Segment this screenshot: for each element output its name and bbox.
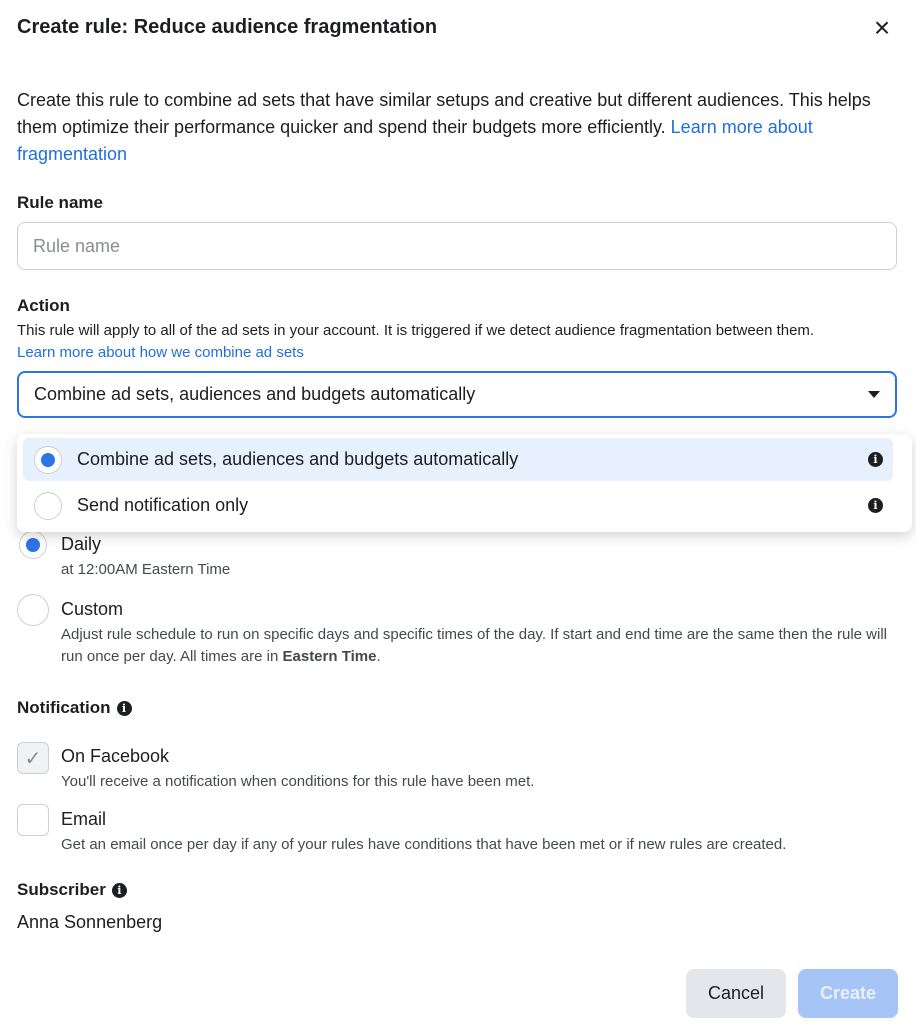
daily-label: Daily <box>61 534 102 554</box>
on-facebook-label: On Facebook <box>61 746 170 766</box>
daily-desc: at 12:00AM Eastern Time <box>61 561 231 578</box>
schedule-custom-radio[interactable] <box>17 594 49 626</box>
action-label: Action <box>17 296 70 315</box>
info-icon[interactable]: i <box>868 498 883 513</box>
subscriber-label: Subscriber <box>17 880 106 899</box>
custom-desc-bold: Eastern Time <box>282 648 377 665</box>
notification-label: Notification <box>17 698 111 717</box>
custom-desc-end: . <box>376 648 381 665</box>
learn-more-combine-link[interactable]: Learn more about how we combine ad sets <box>17 344 304 361</box>
option-label: Combine ad sets, audiences and budgets automatically <box>77 449 519 469</box>
learn-more-fragmentation-link[interactable]: Learn more about fragmentation <box>17 117 813 164</box>
radio-icon <box>34 446 62 474</box>
action-select-value: Combine ad sets, audiences and budgets automatically <box>34 384 476 404</box>
subscriber-heading <box>17 880 127 900</box>
action-select[interactable] <box>17 371 897 418</box>
info-icon[interactable]: i <box>112 883 127 898</box>
cancel-button[interactable]: Cancel <box>686 969 786 1018</box>
dialog-title: Create rule: Reduce audience fragmentation <box>17 16 438 38</box>
custom-label: Custom <box>61 599 124 619</box>
radio-icon <box>34 492 62 520</box>
action-description: This rule will apply to all of the ad sets in your account. It is triggered if we detect audience fragmentation between them. <box>17 322 815 339</box>
option-label: Send notification only <box>77 495 249 515</box>
email-desc: Get an email once per day if any of your rules have conditions that have been met or if new rules are created. <box>61 836 787 853</box>
action-dropdown-menu <box>17 434 912 532</box>
on-facebook-checkbox[interactable] <box>17 742 49 774</box>
intro-body: Create this rule to combine ad sets that have similar setups and creative but different audiences. This helps them optimize their performance quicker and spend their budgets more efficiently. <box>17 90 871 137</box>
subscriber-name: Anna Sonnenberg <box>17 912 163 932</box>
caret-down-icon <box>868 391 880 398</box>
rule-name-label: Rule name <box>17 193 103 212</box>
on-facebook-desc: You'll receive a notification when conditions for this rule have been met. <box>61 773 535 790</box>
notification-heading <box>17 698 132 718</box>
create-button[interactable]: Create <box>798 969 898 1018</box>
dropdown-option-notify[interactable] <box>23 484 893 527</box>
schedule-daily-radio[interactable] <box>19 531 47 559</box>
close-icon[interactable]: × <box>873 12 891 43</box>
custom-desc-text: Adjust rule schedule to run on specific days and specific times of the day. If start and end time are the same then the rule will run once per day. All times are in <box>61 626 887 665</box>
intro-text <box>17 87 892 168</box>
rule-name-input[interactable] <box>17 222 897 270</box>
info-icon[interactable]: i <box>117 701 132 716</box>
email-label: Email <box>61 809 107 829</box>
checkmark-icon: ✓ <box>24 747 42 770</box>
info-icon[interactable]: i <box>868 452 883 467</box>
email-checkbox[interactable] <box>17 804 49 836</box>
dropdown-option-combine[interactable] <box>23 438 893 481</box>
custom-desc <box>61 624 901 668</box>
